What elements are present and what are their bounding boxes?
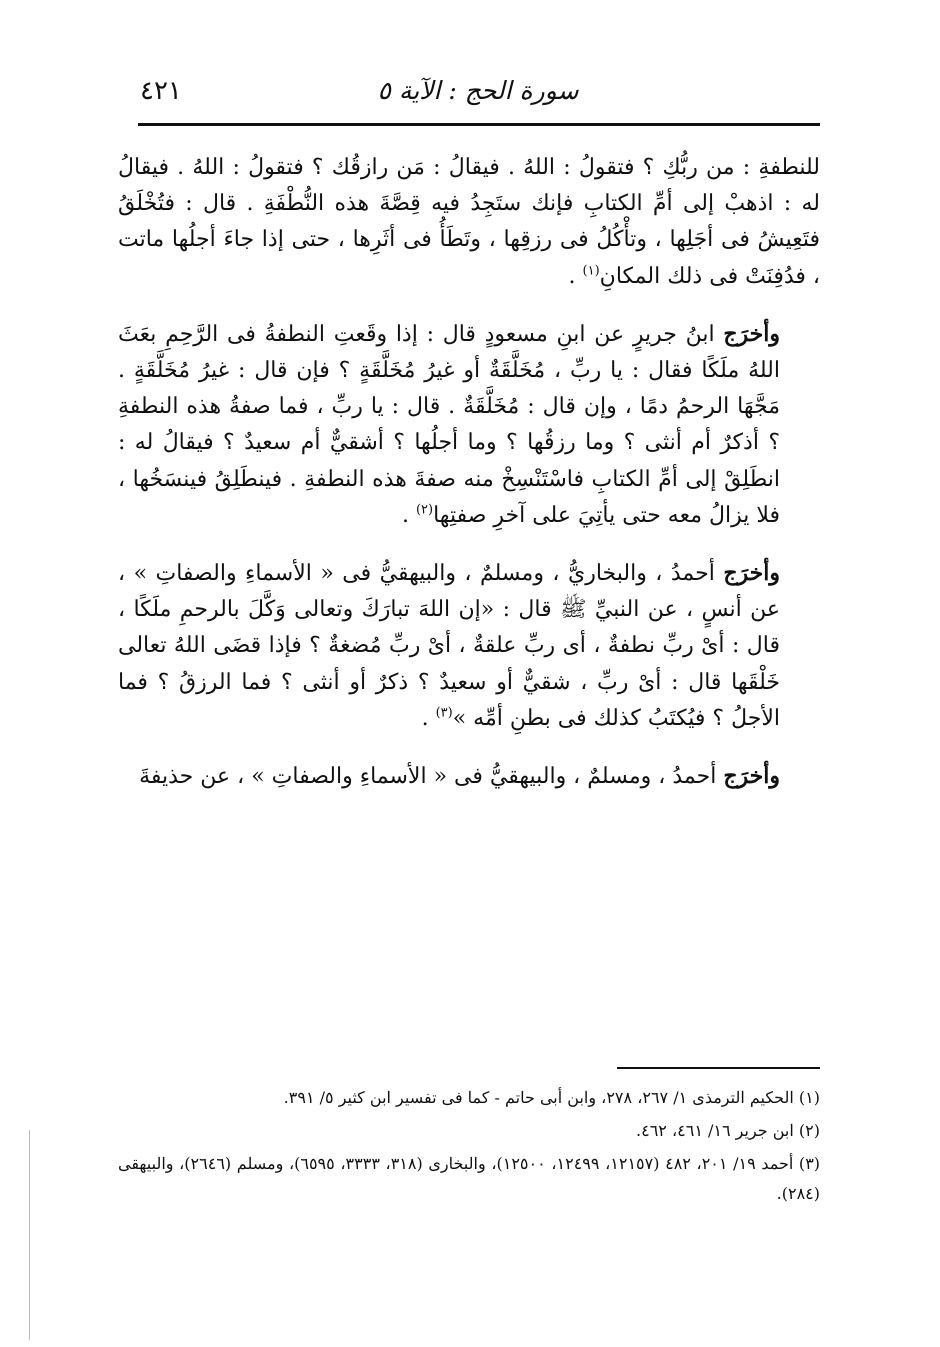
footnote-2: (٢) ابن جرير ١٦/ ٤٦١، ٤٦٢. bbox=[636, 1121, 820, 1140]
footnote-ref-1: (١) bbox=[582, 263, 600, 279]
paragraph-2 bbox=[118, 316, 820, 534]
paragraph-1 bbox=[118, 150, 820, 295]
footnote-separator bbox=[617, 1067, 820, 1069]
paragraph-2-end: . bbox=[401, 502, 416, 528]
page-number: ٤٢١ bbox=[140, 76, 182, 106]
paragraph-2-lead: وأخرَج bbox=[723, 320, 780, 347]
paragraph-3-end: . bbox=[421, 705, 436, 731]
scan-margin-line bbox=[29, 1130, 30, 1340]
paragraph-1-end: . bbox=[568, 263, 583, 289]
paragraph-3 bbox=[118, 555, 820, 737]
footnote-3: (٣) أحمد ١٩/ ٢٠١، ٤٨٢ (١٢١٥٧، ١٢٤٩٩، ١٢٥٠٠)، والبخارى (٣١٨، ٣٣٣٣، ٦٥٩٥)، ومسلم (٢٦٤٦)، والبيهقى (٢٨٤). bbox=[118, 1154, 821, 1203]
paragraph-1-text: للنطفةِ : من ربُّكِ ؟ فتقولُ : اللهُ . فيقالُ : مَن رازقُك ؟ فتقولُ : اللهُ . فيقالُ له : اذهبْ إلى أمِّ الكتابِ فإنك ستَجِدُ فيه قِصَّةَ هذه النُّطْفَةِ . قال : فتُخْلَقُ فتَعِيشُ فى أجَلِها ، وتأْكُلُ فى رزقِها ، وتَطَأُ فى أثَرِها ، حتى إذا جاءَ أجلُها ماتت ، فدُفِنَتْ فى ذلك المكانِ bbox=[118, 155, 820, 289]
page-header bbox=[138, 68, 818, 118]
running-title: سورة الحج : الآية ٥ bbox=[377, 76, 579, 105]
paragraph-3-text: أحمدُ ، والبخاريُّ ، ومسلمٌ ، والبيهقيُّ فى « الأسماءِ والصفاتِ » ، عن أنسٍ ، عن النبيِّ ﷺ قال : «إن اللهَ تبارَكَ وتعالى وَكَّلَ بالرحمِ ملَكًا ، قال : أىْ ربِّ نطفةٌ ، أى ربِّ علقةٌ ، أىْ ربِّ مُضغةٌ ؟ فإذا قضَى اللهُ تعالى خَلْقَها قال : أىْ ربِّ ، شقيٌّ أو سعيدٌ ؟ ذكرٌ أو أنثى ؟ فما الرزقُ ؟ فما الأجلُ ؟ فيُكتَبُ كذلك فى بطنِ أمِّه » bbox=[118, 561, 780, 731]
paragraph-4 bbox=[118, 758, 820, 795]
header-rule bbox=[138, 123, 820, 126]
footnote-ref-3: (٣) bbox=[435, 705, 453, 721]
body-text bbox=[118, 150, 820, 795]
paragraph-4-lead: وأخرَج bbox=[723, 763, 780, 790]
paragraph-2-text: ابنُ جريرٍ عن ابنِ مسعودٍ قال : إذا وقَعتِ النطفةُ فى الرَّحِمِ بعَثَ اللهُ ملَكًا فقال : يا ربِّ ، مُخَلَّقَةٌ أو غيرُ مُخَلَّقَةٍ ؟ فإن قال : غيرُ مُخَلَّقَةٍ . مَجَّهَا الرحمُ دمًا ، وإن قال : مُخَلَّقَةٌ . قال : يا ربِّ ، فما صفةُ هذه النطفةِ ؟ أذكرٌ أم أنثى ؟ وما رزقُها ؟ وما أجلُها ؟ أشقيٌّ أم سعيدٌ ؟ فيقالُ له : انطَلِقْ إلى أمِّ الكتابِ فاسْتَنْسِخْ منه صفةَ هذه النطفةِ . فينطَلِقُ فينسَخُها ، فلا يزالُ معه حتى يأتِيَ على آخرِ صفتِها bbox=[118, 321, 780, 528]
paragraph-4-text: أحمدُ ، ومسلمٌ ، والبيهقيُّ فى « الأسماءِ والصفاتِ » ، عن حذيفةَ bbox=[139, 764, 724, 790]
paragraph-3-lead: وأخرَج bbox=[723, 560, 780, 587]
footnotes bbox=[118, 1083, 820, 1209]
footnote-ref-2: (٢) bbox=[415, 502, 434, 518]
footnote-1: (١) الحكيم الترمذى ١/ ٢٦٧، ٢٧٨، وابن أبى حاتم - كما فى تفسير ابن كثير ٥/ ٣٩١. bbox=[283, 1088, 820, 1107]
